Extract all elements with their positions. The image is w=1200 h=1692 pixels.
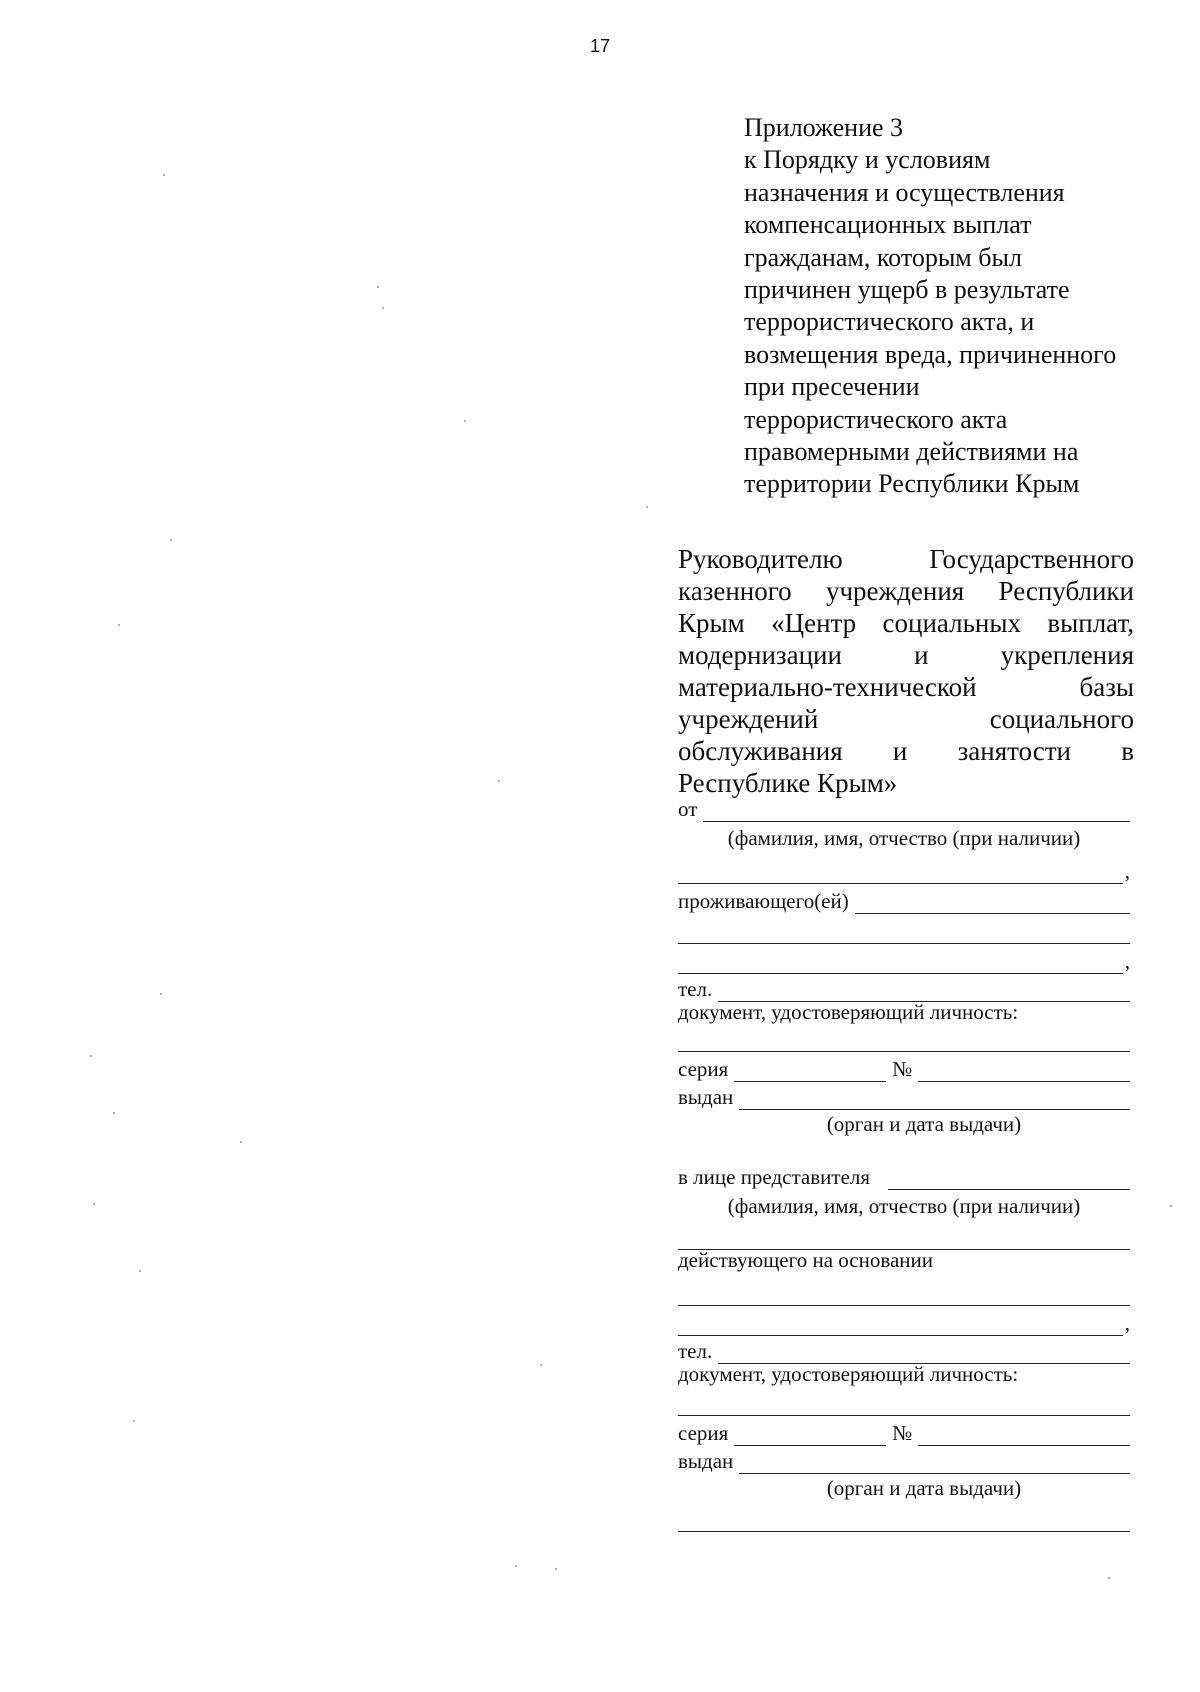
addressee-word: занятости [957,736,1071,766]
issued-hint: (орган и дата выдачи) [826,1112,1022,1136]
appendix-line: правомерными действиями на [744,437,1079,467]
series2-number2-field [678,1420,1130,1446]
id-doc2-line[interactable] [678,1395,1130,1416]
comma: , [1124,859,1130,883]
series-line[interactable] [734,1061,886,1082]
address-line-2[interactable] [678,953,1123,974]
appendix-line: террористического акта, и [744,307,1035,337]
series-label: серия [678,1057,729,1081]
issued2-label: выдан [678,1449,734,1473]
comma: , [1124,1311,1130,1335]
representative-continuation-field [678,1224,1130,1250]
id-doc2-label: документ, удостоверяющий личность: [678,1362,1019,1386]
number-line[interactable] [918,1061,1130,1082]
appendix-line: к Порядку и условиям [744,145,991,175]
number2-label: № [892,1421,913,1445]
addressee-line [678,607,1134,639]
addressee-line [678,543,1134,575]
appendix-line: Приложение 3 [744,113,904,142]
addressee-word: укрепления [1000,640,1134,670]
id-doc-line[interactable] [678,1031,1130,1052]
from-fio-line[interactable] [703,801,1130,822]
appendix-line: назначения и осуществления [744,177,1065,207]
id-doc2-field [678,1390,1130,1416]
addressee-word: учреждения [825,576,965,606]
addressee-word: Государственного [929,544,1134,574]
issued2-continuation-line[interactable] [678,1511,1130,1532]
addressee-word: выплат, [1047,608,1134,638]
appendix-line: компенсационных выплат [744,210,1032,240]
from-field [678,796,1130,822]
appendix-line: террористического акта [744,404,1008,434]
acting-basis-label: действующего на основании [678,1248,934,1272]
acting-basis-field [678,1280,1130,1306]
addressee-last-line: Республике Крым» [678,768,898,798]
appendix-line: причинен ущерб в результате [744,275,1070,305]
addressee-line [678,671,1134,703]
phone2-line[interactable] [718,1343,1130,1364]
addressee-word: материально-технической [678,672,977,702]
addressee-word: обслуживания [678,736,843,766]
series2-label: серия [678,1421,729,1445]
phone2-label: тел. [678,1339,713,1363]
representative-continuation-line[interactable] [678,1229,1130,1250]
appendix-heading [744,112,1184,501]
acting-basis-line-2[interactable] [678,1315,1123,1336]
series-number-field [678,1056,1130,1082]
addressee-word: в [1121,736,1134,766]
issued2-field [678,1448,1130,1474]
addressee-word: социальных [882,608,1022,638]
addressee-block [678,543,1134,799]
residing-label: проживающего(ей) [678,889,849,913]
appendix-line: возмещения вреда, причиненного [744,339,1117,369]
phone2-field [678,1338,1130,1364]
page-number: 17 [589,36,611,56]
addressee-word: учреждений [678,704,819,734]
phone-label: тел. [678,977,713,1001]
series2-line[interactable] [734,1425,886,1446]
addressee-word: Республики [998,576,1134,606]
representative-label: в лице представителя [678,1165,871,1189]
phone-field [678,976,1130,1002]
appendix-line: территории Республики Крым [744,469,1080,499]
addressee-word: Крым [678,608,745,638]
issued2-continuation-field [678,1506,1130,1532]
addressee-word: и [914,640,929,670]
number2-line[interactable] [918,1425,1130,1446]
addressee-word: Руководителю [678,544,843,574]
appendix-line: при пресечении [744,372,920,402]
addressee-word: казенного [678,576,792,606]
address-field-2 [678,948,1130,974]
from-label: от [678,797,698,821]
phone-line[interactable] [718,981,1130,1002]
comma: , [1124,949,1130,973]
address-field [678,918,1130,944]
issued-field [678,1084,1130,1110]
addressee-word: «Центр [771,608,857,638]
residing-line[interactable] [855,893,1130,914]
issued2-line[interactable] [739,1453,1130,1474]
fio-continuation-field [678,858,1130,884]
issued-line[interactable] [739,1089,1130,1110]
addressee-word: модернизации [678,640,842,670]
fio-continuation-line[interactable] [678,863,1123,884]
issued2-hint: (орган и дата выдачи) [826,1476,1022,1500]
appendix-line: гражданам, которым был [744,242,1022,272]
id-doc-label: документ, удостоверяющий личность: [678,1000,1019,1024]
addressee-line [678,703,1134,735]
addressee-line [678,639,1134,671]
representative-field [678,1164,1130,1190]
addressee-word: базы [1079,672,1134,702]
number-label: № [892,1057,913,1081]
id-doc-field [678,1026,1130,1052]
addressee-line [678,735,1134,767]
residing-field [678,888,1130,914]
acting-basis-field-2 [678,1310,1130,1336]
address-line-1[interactable] [678,923,1130,944]
representative-line[interactable] [888,1169,1130,1190]
acting-basis-line-1[interactable] [678,1285,1130,1306]
issued-label: выдан [678,1085,734,1109]
representative-fio-hint: (фамилия, имя, отчество (при наличии) [727,1194,1081,1218]
addressee-word: социального [989,704,1134,734]
addressee-word: и [892,736,908,766]
addressee-line [678,575,1134,607]
fio-hint: (фамилия, имя, отчество (при наличии) [727,826,1081,850]
